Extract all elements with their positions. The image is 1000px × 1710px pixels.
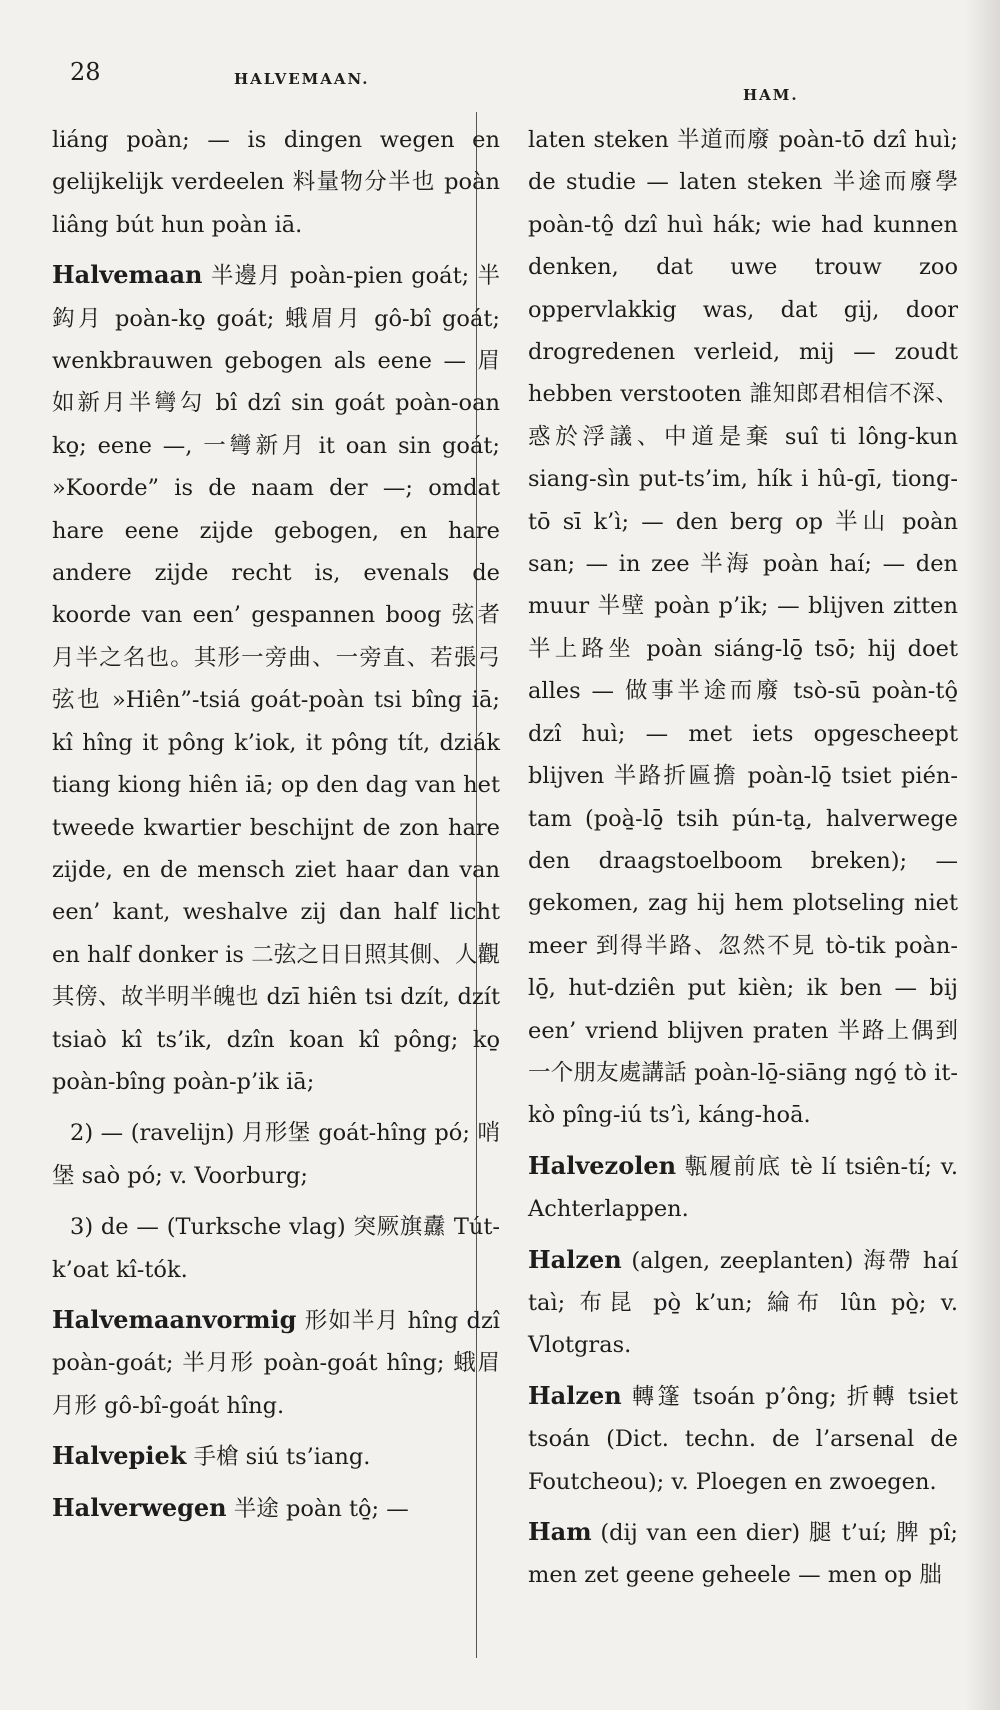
entry-body: laten steken 半道而廢 poàn-tō dzî huì; de studie — laten steken 半途而廢學 poàn-tô̱ dzî huì hák; wie had kunnen denken, dat uwe trouw zoo oppervlakkig was, dat gij, door drogredenen verleid, mij — zoudt hebben verstooten 誰知郎君相信不深、惑於浮議、中道是棄 suî ti lông-kun siang-sìn put-ts’im, hík i hû-gī, tiong-tō sī k’ì; — den berg op 半山 poàn san; — in zee 半海 poàn haí; — den muur 半壁 poàn p’ik; — blijven zitten 半上路坐 poàn siáng-lō̱ tsō; hij doet alles — 做事半途而廢 tsò-sū poàn-tô̱ dzî huì; — met iets opgescheept blijven 半路折匾擔 poàn-lō̱ tsiet pién-tam (poà̱-lō̱ tsih pún-ta̱, halverwege den draagstoelboom breken); —gekomen, zag hij hem plotseling niet meer 到得半路、忽然不見 tò-tik poàn-lō̱, hut-dziên put kièn; ik ben — bij een’ vriend blijven praten 半路上偶到一个朋友處講話 poàn-lō̱-siāng ngó̱ tò it-kò pîng-iú ts’ì, káng-hoā.: [528, 127, 958, 1129]
dictionary-entry: [52, 1435, 500, 1478]
left-column: [52, 118, 500, 1538]
entry-headword: Halzen: [528, 1244, 622, 1274]
entry-headword: Halverwegen: [52, 1492, 227, 1522]
dictionary-entry: [528, 1511, 958, 1597]
running-head-right: HAM.: [743, 86, 799, 104]
entry-headword: Halzen: [528, 1380, 622, 1410]
dictionary-entry: [528, 118, 958, 1137]
dictionary-entry: [528, 1375, 958, 1503]
entry-body: (algen, zeeplanten) 海帶 haí taì; 布昆 pò̱ k’un; 綸布 lûn pò̱; v. Vlotgras.: [528, 1247, 958, 1359]
entry-body: 2) — (ravelijn) 月形堡 goát-hîng pó; 哨堡 saò pó; v. Voorburg;: [52, 1120, 500, 1189]
dictionary-entry: [52, 1205, 500, 1291]
entry-headword: Halvezolen: [528, 1150, 677, 1180]
entry-headword: Halvepiek: [52, 1441, 187, 1471]
entry-headword: Ham: [528, 1517, 592, 1546]
page-header: [70, 58, 950, 104]
dictionary-entry: [52, 1299, 500, 1427]
entry-body: 手槍 siú ts’iang.: [193, 1444, 371, 1471]
entry-body: 甎履前底 tè lí tsiên-tí; v. Achterlappen.: [528, 1153, 958, 1223]
entry-headword: Halvemaan: [52, 260, 203, 290]
entry-body: liáng poàn; — is dingen wegen en gelijkelijk verdeelen 料量物分半也 poàn liâng bút hun poàn iā.: [52, 127, 500, 238]
entry-body: (dij van een dier) 腿 t’uí; 脾 pî; men zet geene geheele — men op 朏: [528, 1520, 958, 1589]
dictionary-entry: [528, 1239, 958, 1367]
dictionary-entry: [52, 254, 500, 1103]
dictionary-entry: [52, 1487, 500, 1530]
page-number: 28: [70, 58, 101, 86]
dictionary-entry: [52, 118, 500, 246]
dictionary-entry: [528, 1145, 958, 1231]
entry-body: 轉篷 tsoán p’ông; 折轉 tsiet tsoán (Dict. techn. de l’arsenal de Foutcheou); v. Ploegen en zwoegen.: [528, 1383, 959, 1495]
running-head-left: HALVEMAAN.: [234, 70, 370, 88]
entry-headword: Halvemaanvormig: [52, 1304, 297, 1334]
entry-body: 半途 poàn tô̱; —: [233, 1495, 409, 1522]
right-column: [528, 118, 958, 1605]
entry-body: 半邊月 poàn-pien goát; 半鈎月 poàn-ko̱ goát; 蛾眉月 gô-bî goát; wenkbrauwen gebogen als eene — 眉如新月半彎勾 bî dzî sin goát poàn-oan ko̱; eene —, 一彎新月 it oan sin goát; »Koorde” is de naam der —; omdat hare eene zijde gebogen, en hare andere zijde recht is, evenals de koorde van een’ gespannen boog 弦者月半之名也。其形一旁曲、一旁直、若張弓弦也 »Hiên”-tsiá goát-poàn tsi bîng iā; kî hîng it pông k’iok, it pông tít, dziák tiang kiong hiên iā; op den dag van het tweede kwartier beschijnt de zon hare zijde, en de mensch ziet haar dan van een’ kant, weshalve zij dan half licht en half donker is 二弦之日日照其側、人觀其傍、故半明半魄也 dzī hiên tsi dzít, dzít tsiaò kî ts’ik, dzîn koan kî pông; ko̱ poàn-bîng poàn-p’ik iā;: [52, 263, 501, 1095]
entry-body: 3) de — (Turksche vlag) 突厥旗纛 Tút-k’oat kî-tók.: [52, 1214, 500, 1283]
dictionary-entry: [52, 1111, 500, 1197]
entry-body: 形如半月 hîng dzî poàn-goát; 半月形 poàn-goát hîng; 蛾眉月形 gô-bî-goát hîng.: [52, 1307, 500, 1419]
